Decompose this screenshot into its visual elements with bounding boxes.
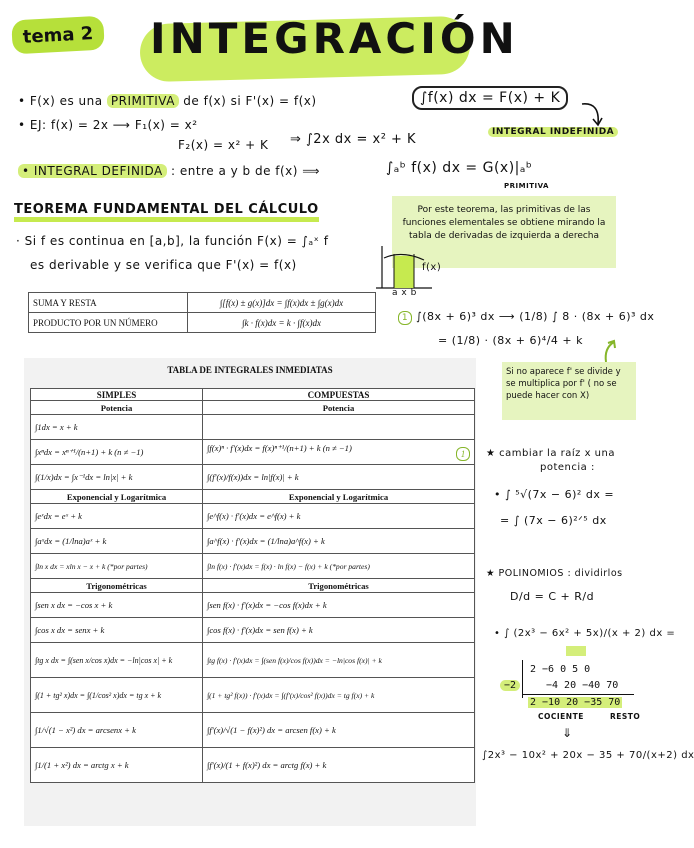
poly-result: ∫2x³ − 10x² + 20x − 35 + 70/(x+2) dx [482, 750, 694, 761]
column-header-compound: COMPUESTAS [203, 389, 475, 401]
compound-formula: ∫tg f(x) · f'(x)dx = ∫(sen f(x)/cos f(x))dx = −ln|cos f(x)| + k [203, 643, 475, 678]
root-equation-2: = ∫ (7x − 6)²ᐟ⁵ dx [500, 514, 607, 527]
section-title: Exponencial y Logarítmica [203, 490, 475, 504]
simple-formula: ∫tg x dx = ∫(sen x/cos x)dx = −ln|cos x| + k [31, 643, 203, 678]
compound-formula: ∫(f'(x)/f(x))dx = ln|f(x)| + k [203, 465, 475, 490]
remainder-label: RESTO [610, 712, 641, 721]
integrals-table [30, 388, 475, 783]
section-title: Potencia [203, 401, 475, 415]
simple-formula: ∫1/√(1 − x²) dx = arcsenx + k [31, 713, 203, 748]
example1-note: Si no aparece f' se divide y se multiplica por f' ( no se puede hacer con X) [502, 362, 636, 420]
table-row [29, 313, 376, 333]
compound-formula: ∫a^f(x) · f'(x)dx = (1/lna)a^f(x) + k [203, 529, 475, 554]
table-header-row [31, 389, 475, 401]
ruffini-horizontal-line [522, 694, 634, 695]
simple-formula: ∫1dx = x + k [31, 415, 203, 440]
definite-integral-formula: ∫ₐᵇ f(x) dx = G(x)|ₐᵇ [386, 160, 533, 176]
simple-formula: ∫cos x dx = senx + k [31, 618, 203, 643]
simple-formula: ∫xⁿdx = xⁿ⁺¹/(n+1) + k (n ≠ −1) [31, 440, 203, 465]
row-formula: ∫k · f(x)dx = k · ∫f(x)dx [188, 313, 376, 333]
simple-formula: ∫(1 + tg² x)dx = ∫(1/cos² x)dx = tg x + k [31, 678, 203, 713]
ruffini-divisor: −2 [500, 680, 520, 691]
theorem-line-1: · Si f es continua en [a,b], la función F(x) = ∫ₐˣ f [16, 234, 329, 248]
poly-heading: ★ POLINOMIOS : dividirlos [486, 568, 623, 579]
theorem-note: Por este teorema, las primitivas de las funciones elementales se obtiene mirando la tabla de derivadas de izquierda a derecha [392, 196, 616, 268]
down-arrow-icon: ⇓ [562, 726, 573, 740]
simple-formula: ∫eˣdx = eˣ + k [31, 504, 203, 529]
section-row [31, 401, 475, 415]
example1-line-1: 1 ∫(8x + 6)³ dx ⟶ (1/8) ∫ 8 · (8x + 6)³ dx [398, 310, 654, 325]
table-row [31, 643, 475, 678]
definite-integral-definition: • INTEGRAL DEFINIDA : entre a y b de f(x) ⟹ [18, 164, 320, 178]
compound-formula: ∫cos f(x) · f'(x)dx = sen f(x) + k [203, 618, 475, 643]
compound-formula: ∫sen f(x) · f'(x)dx = −cos f(x)dx + k [203, 593, 475, 618]
simple-formula: ∫1/(1 + x²) dx = arctg x + k [31, 748, 203, 783]
root-note-line-1: ★ cambiar la raíz x una [486, 448, 615, 459]
example1-line-2: = (1/8) · (8x + 6)⁴/4 + k [438, 334, 583, 347]
root-note-line-2: potencia : [540, 462, 595, 473]
table-row [31, 593, 475, 618]
primitive-definition: • F(x) es una PRIMITIVA de f(x) si F'(x) = f(x) [18, 94, 317, 108]
example-line-1: • EJ: f(x) = 2x ⟶ F₁(x) = x² [18, 118, 198, 132]
divisor-highlight [566, 646, 586, 656]
table-row [29, 293, 376, 313]
table-row [31, 504, 475, 529]
theorem-heading: TEOREMA FUNDAMENTAL DEL CÁLCULO [14, 202, 319, 222]
arrow-icon [580, 100, 604, 128]
table-row [31, 713, 475, 748]
compound-formula: ∫ln f(x) · f'(x)dx = f(x) · ln f(x) − f(x) + k (*por partes) [203, 554, 475, 579]
column-header-simple: SIMPLES [31, 389, 203, 401]
theorem-line-2: es derivable y se verifica que F'(x) = f(x) [30, 258, 297, 272]
example-marker-icon: 1 [456, 447, 470, 461]
table-row [31, 554, 475, 579]
section-row [31, 490, 475, 504]
primitive-caption: PRIMITIVA [504, 182, 549, 190]
row-label: PRODUCTO POR UN NÚMERO [29, 313, 188, 333]
example-result: ⇒ ∫2x dx = x² + K [290, 132, 417, 147]
table-row [31, 440, 475, 465]
table-row [31, 465, 475, 490]
arrow-up-icon [600, 338, 624, 364]
ruffini-vertical-line [522, 660, 523, 698]
row-formula: ∫[f(x) ± g(x)]dx = ∫f(x)dx ± ∫g(x)dx [188, 293, 376, 313]
primitive-highlight: PRIMITIVA [107, 94, 179, 108]
definite-integral-highlight: • INTEGRAL DEFINIDA [18, 164, 167, 178]
simple-formula: ∫(1/x)dx = ∫x⁻¹dx = ln|x| + k [31, 465, 203, 490]
compound-formula [203, 415, 475, 440]
ruffini-row-1: 2 −6 0 5 0 [530, 664, 591, 675]
indefinite-integral-formula: ∫f(x) dx = F(x) + K [412, 86, 568, 110]
graph-axis-labels: a x b [392, 288, 417, 298]
section-row [31, 579, 475, 593]
compound-formula: ∫f'(x)/√(1 − f(x)²) dx = arcsen f(x) + k [203, 713, 475, 748]
compound-formula: ∫e^f(x) · f'(x)dx = e^f(x) + k [203, 504, 475, 529]
poly-integral: • ∫ (2x³ − 6x² + 5x)/(x + 2) dx = [494, 628, 676, 639]
properties-table [28, 292, 376, 333]
section-title: Trigonométricas [31, 579, 203, 593]
section-title: Potencia [31, 401, 203, 415]
integrals-table-title: TABLA DE INTEGRALES INMEDIATAS [167, 365, 333, 375]
example-line-2: F₂(x) = x² + K [178, 138, 269, 152]
compound-formula: ∫(1 + tg² f(x)) · f'(x)dx = ∫(f'(x)/cos² f(x))dx = tg f(x) + k [203, 678, 475, 713]
root-equation-1: • ∫ ⁵√(7x − 6)² dx = [494, 488, 615, 501]
simple-formula: ∫aˣdx = (1/lna)aˣ + k [31, 529, 203, 554]
indefinite-integral-caption: INTEGRAL INDEFINIDA [488, 127, 618, 137]
simple-formula: ∫sen x dx = −cos x + k [31, 593, 203, 618]
section-title: Exponencial y Logarítmica [31, 490, 203, 504]
simple-formula: ∫ln x dx = xln x − x + k (*por partes) [31, 554, 203, 579]
poly-rule: D/d = C + R/d [510, 590, 595, 603]
table-row [31, 415, 475, 440]
example-number-icon: 1 [398, 311, 412, 325]
ruffini-row-2: −4 20 −40 70 [546, 680, 619, 691]
graph-function-label: f(x) [422, 262, 442, 273]
quotient-label: COCIENTE [538, 712, 584, 721]
table-row [31, 618, 475, 643]
compound-formula: ∫f'(x)/(1 + f(x)²) dx = arctg f(x) + k [203, 748, 475, 783]
row-label: SUMA Y RESTA [29, 293, 188, 313]
table-row [31, 529, 475, 554]
table-row [31, 748, 475, 783]
compound-formula: ∫f(x)ⁿ · f'(x)dx = f(x)ⁿ⁺¹/(n+1) + k (n ≠ −1) 1 [203, 440, 475, 465]
topic-tag: tema 2 [11, 16, 105, 55]
table-row [31, 678, 475, 713]
page-title: INTEGRACIÓN [150, 14, 519, 63]
section-title: Trigonométricas [203, 579, 475, 593]
ruffini-row-3: 2 −10 20 −35 70 [530, 697, 621, 708]
